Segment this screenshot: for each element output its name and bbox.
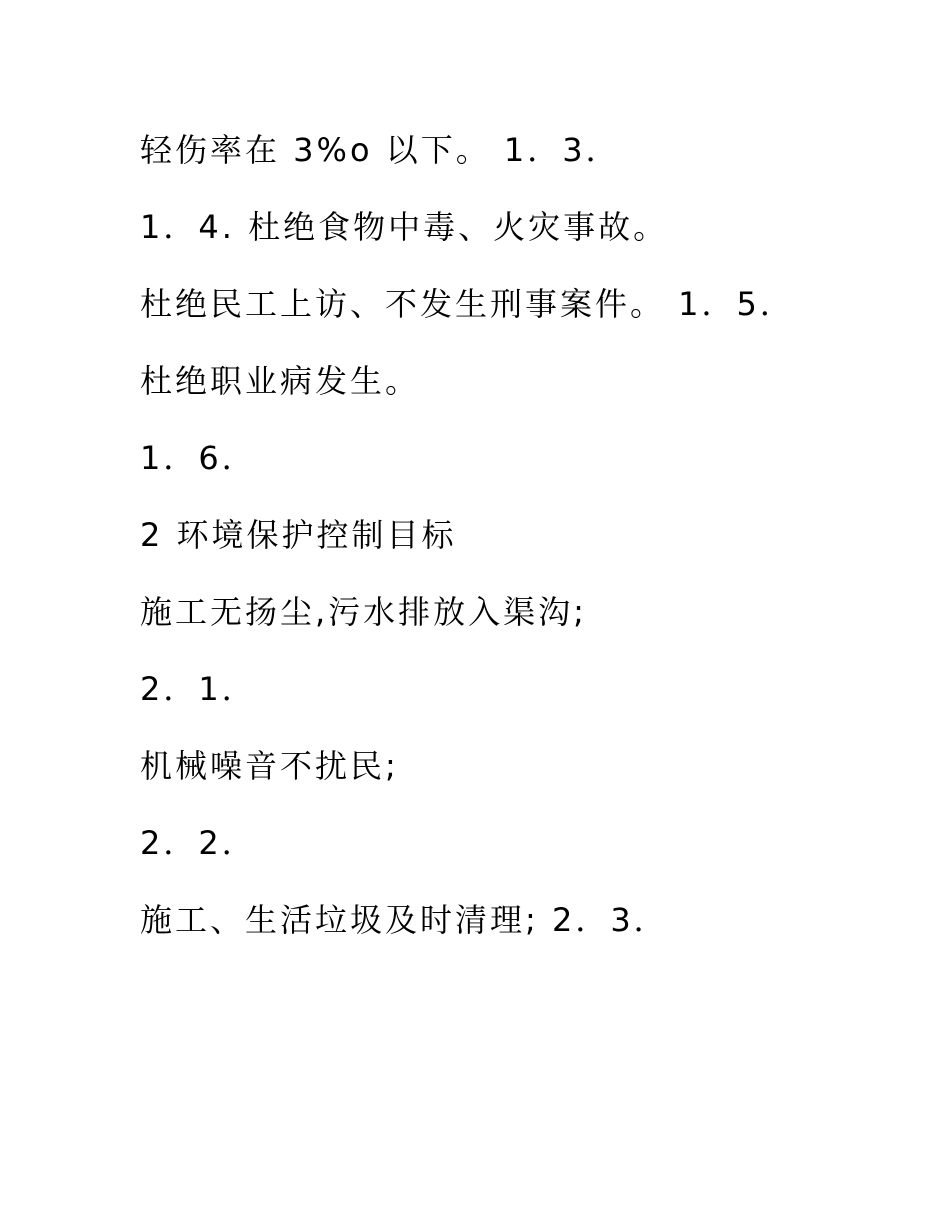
text-line: 2．1．: [140, 670, 257, 708]
text-line: 施工、生活垃圾及时清理; 2．3．: [140, 901, 669, 939]
text-line: 杜绝民工上访、不发生刑事案件。 1．5．: [140, 285, 795, 323]
text-line: 机械噪音不扰民;: [140, 747, 399, 785]
text-line: 杜绝职业病发生。: [140, 362, 421, 400]
text-line: 2 环境保护控制目标: [140, 516, 457, 554]
text-line: 1．4. 杜绝食物中毒、火灾事故。: [140, 208, 669, 246]
text-line: 2．2．: [140, 824, 257, 862]
document-body: [140, 126, 820, 973]
text-line: 施工无扬尘,污水排放入渠沟;: [140, 593, 587, 631]
text-line: 1．6．: [140, 439, 257, 477]
text-line: 轻伤率在 3%o 以下。 1．3．: [140, 131, 621, 169]
